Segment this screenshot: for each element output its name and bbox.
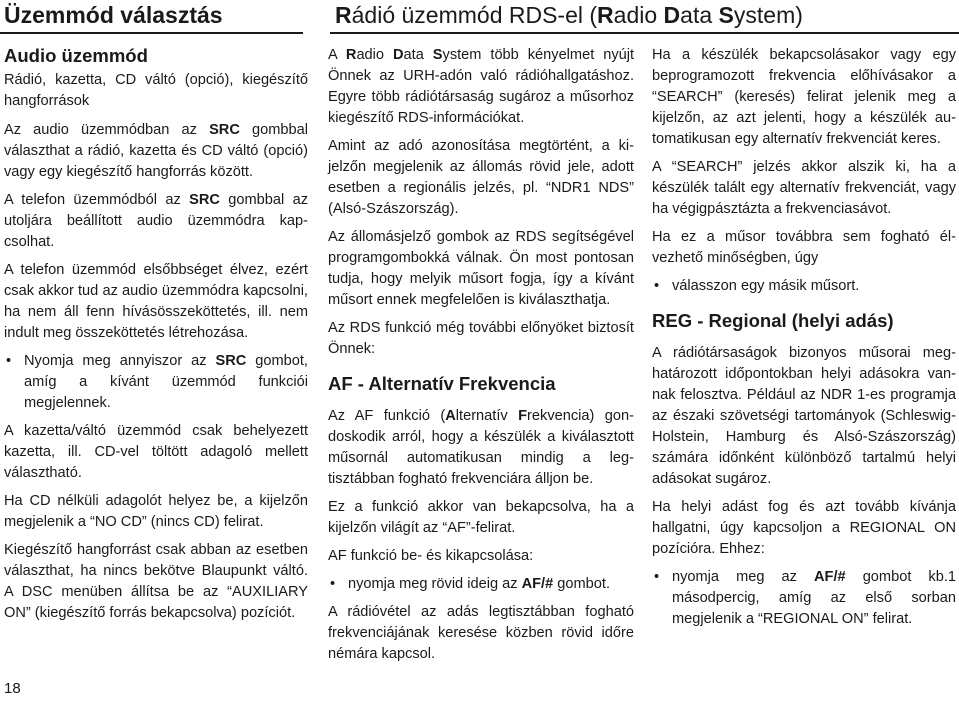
section-title-left: Üzemmód választás [4, 2, 223, 28]
paragraph: Ha helyi adást fog és azt tovább kívánja hallgatni, úgy kapcsoljon a REGIONAL ON pozícióra. Ehhez: [652, 499, 956, 557]
paragraph: Ha CD nélküli adagolót helyez be, a kijelzőn megjelenik a “NO CD” (nincs CD) felirat. [4, 493, 308, 530]
paragraph: A telefon üzemmód elsőbbséget élvez, ezért csak akkor tud az audio üzemmódra kapcsolni, ha nem áll fenn hívásösszeköttetés, ill. nem indult meg összeköttetés létrehozása. [4, 262, 308, 341]
list-item: • nyomja meg az AF/# gombot kb.1 másodpercig, amíg az első sorban megjelenik a “REGIONAL ON” felirat. [652, 567, 956, 630]
bullet-list [652, 567, 956, 630]
paragraph: A rádióvétel az adás legtisztábban fogható frekvenciájának keresése közben rövid időre némára kapcsol. [328, 604, 634, 662]
paragraph: A “SEARCH” jelzés akkor alszik ki, ha a készülék talált egy alternatív frekvenciát, vagy ha végigpásztázta a frekvenciasávot. [652, 159, 956, 217]
bullet-list [652, 276, 956, 297]
list-item: • Nyomja meg annyiszor az SRC gombot, amíg a kívánt üzemmód funkciói megjelennek. [4, 351, 308, 414]
column-rds [328, 45, 634, 672]
paragraph: Az RDS funkció még további előnyöket biztosít Önnek: [328, 320, 634, 357]
bullet-list [328, 574, 634, 595]
list-item: • válasszon egy másik műsort. [652, 276, 956, 297]
paragraph: Ha a készülék bekapcsolásakor vagy egy beprogramozott frekvencia előhívásakor a “SEARCH” (keresés) felirat jelenik meg a kijelzőn, az azt jelenti, hogy a készülék automatikusan egy alternatív frekvenciát keres. [652, 47, 956, 147]
paragraph: Rádió, kazetta, CD váltó (opció), kiegészítő hangforrások [4, 72, 308, 109]
paragraph: Ez a funkció akkor van bekapcsolva, ha a kijelzőn világít az “AF”-felirat. [328, 499, 634, 536]
header-rule-right [330, 32, 959, 34]
header-rule-left [0, 32, 303, 34]
list-item: • nyomja meg rövid ideig az AF/# gombot. [328, 574, 634, 595]
column-reg [652, 45, 956, 637]
paragraph: A telefon üzemmódból az SRC gombbal az utoljára beállított audio üzemmódra kapcsolhat. [4, 192, 308, 250]
reg-heading: REG - Regional (helyi adás) [652, 310, 894, 331]
paragraph: AF funkció be- és kikapcsolása: [328, 548, 534, 564]
paragraph: Kiegészítő hangforrást csak abban az esetben választhat, ha nincs bekötve Blaupunkt váltó. A DSC menüben állítsa be az “AUXILIARY ON” (kiegészítő forrás bekapcsolva) pozíciót. [4, 542, 308, 621]
page-number: 18 [4, 680, 21, 697]
paragraph: Amint az adó azonosítása megtörtént, a kijelzőn megjelenik az állomás rövid jele, adott esetben a regionális jelzés, pl. “NDR1 NDS” (Alsó-Szászország). [328, 138, 634, 217]
section-title-right: Rádió üzemmód RDS-el (Radio Data System) [335, 2, 803, 28]
paragraph: Az audio üzemmódban az SRC gombbal választhat a rádió, kazetta és CD váltó (opció) vagy egy kiegészítő hangforrás között. [4, 122, 308, 180]
paragraph: Az AF funkció (Alternatív Frekvencia) gondoskodik arról, hogy a készülék a kiválasztott műsornál automatikusan mindig a legtisztábban fogható frekvenciára álljon be. [328, 408, 635, 487]
audio-mode-heading: Audio üzemmód [4, 45, 148, 66]
paragraph: A kazetta/váltó üzemmód csak behelyezett kazetta, ill. CD-vel töltött adagoló mellett választható. [4, 423, 308, 481]
paragraph: Az állomásjelző gombok az RDS segítségével programgombokká válnak. Ön most pontosan tudja, hogy melyik műsort fogja, így a kívánt műsort ennek megfelelően is kiválaszthatja. [328, 229, 634, 308]
paragraph: A rádiótársaságok bizonyos műsorai meghatározott időpontokban helyi adásokra vannak felosztva. Például az NDR 1-es programja az északi szövetségi tartományok (Schleswig-Holstein, Hamburg és Alsó-Szászország) számára időnként különböző tartalmú helyi adásokat sugároz. [652, 345, 956, 487]
paragraph: A Radio Data System több kényelmet nyújt Önnek az URH-adón való rádióhallgatáshoz. Egyre több rádiótársaság sugároz a műsorhoz kiegészítő RDS-információkat. [328, 47, 635, 126]
column-audio-mode [4, 45, 308, 631]
bullet-list [4, 351, 308, 414]
af-heading: AF - Alternatív Frekvencia [328, 373, 556, 394]
paragraph: Ha ez a műsor továbbra sem fogható élvezhető minőségben, úgy [652, 229, 956, 266]
